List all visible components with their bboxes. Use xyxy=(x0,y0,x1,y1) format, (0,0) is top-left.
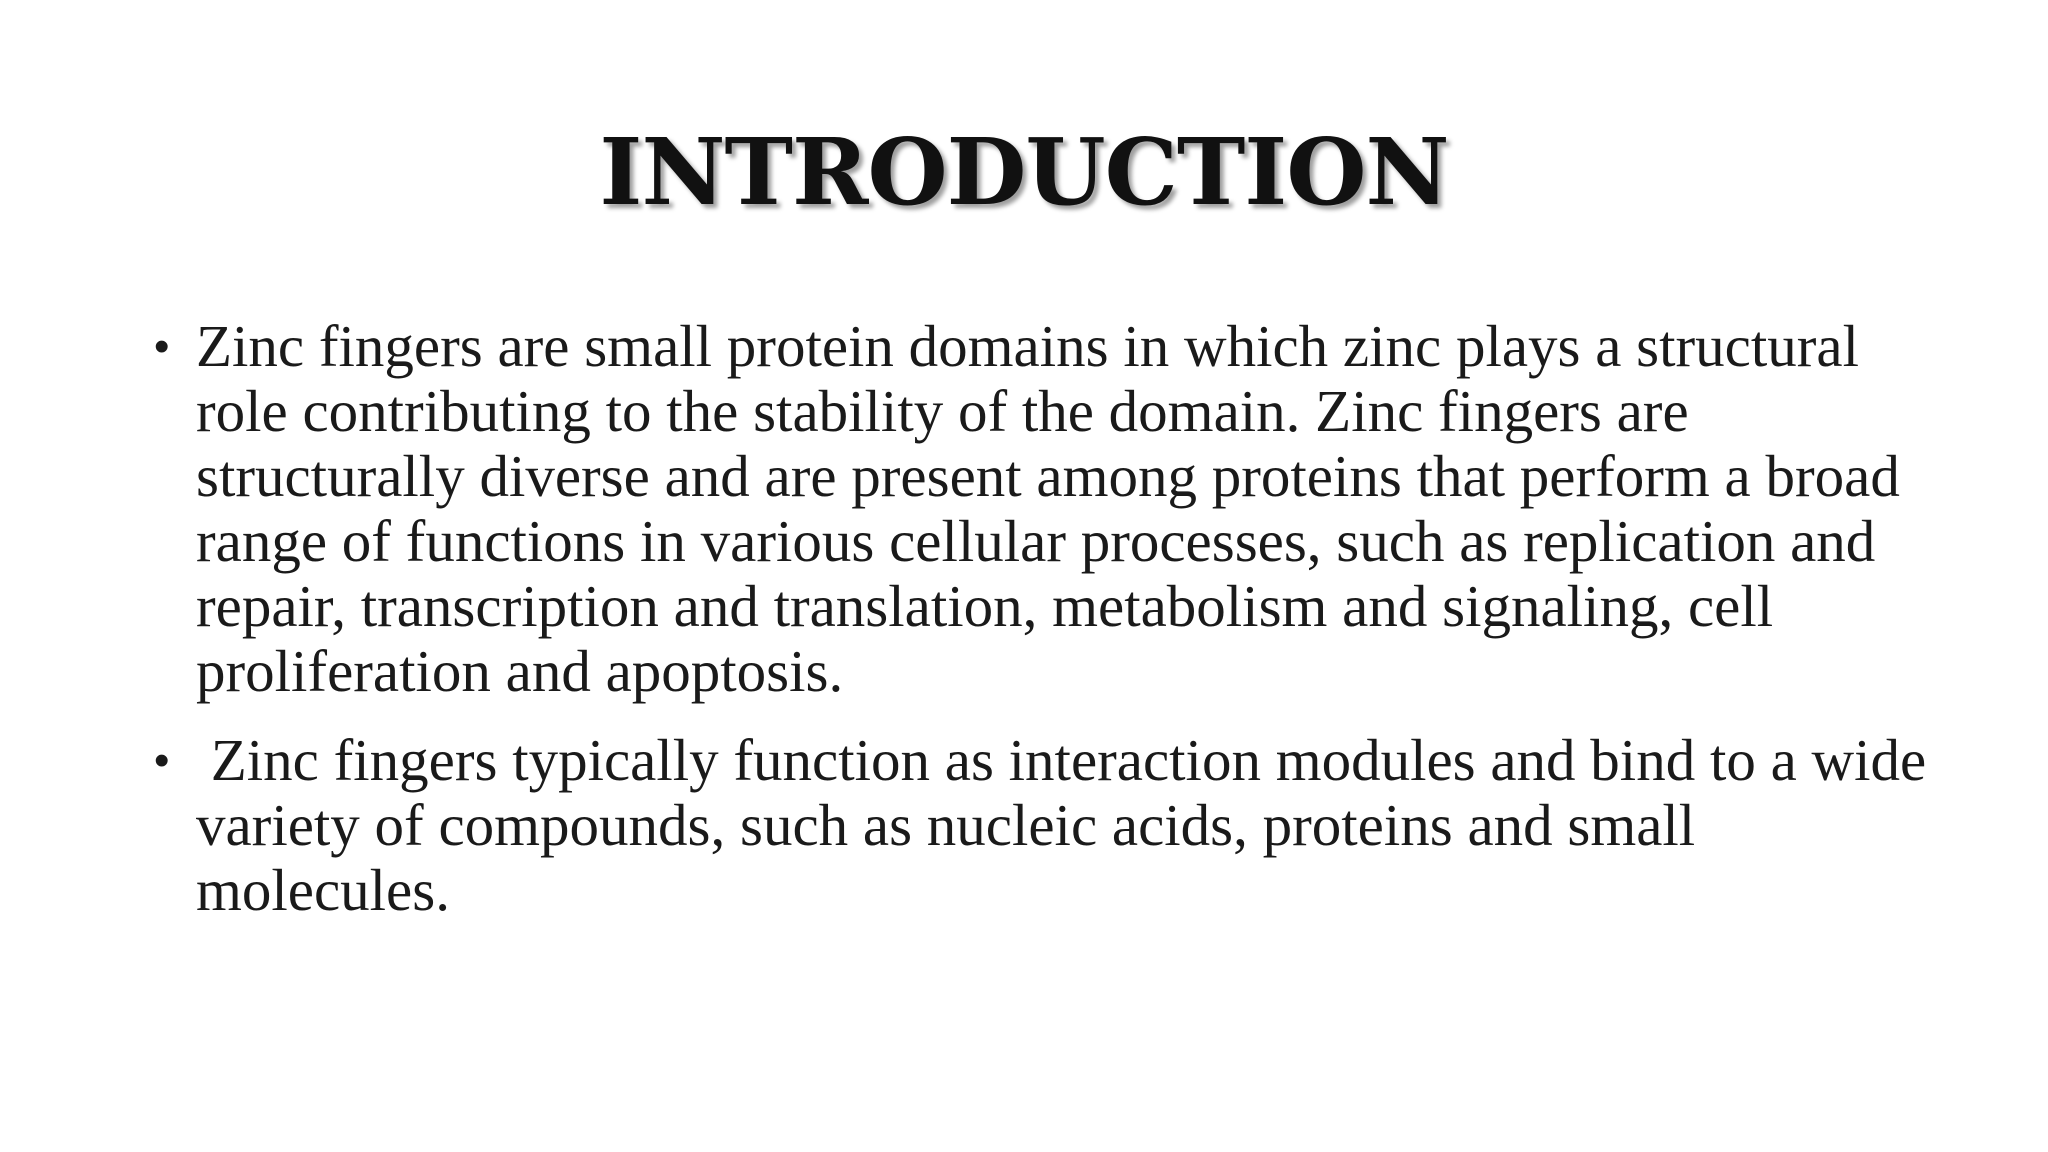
bullet-list xyxy=(150,313,1941,947)
bullet-text: Zinc fingers typically function as interaction modules and bind to a wide variety of compounds, such as nucleic acids, proteins and small molecules. xyxy=(196,727,1941,923)
bullet-icon: • xyxy=(154,736,170,785)
bullet-icon: • xyxy=(154,322,170,371)
slide-title: INTRODUCTION xyxy=(599,118,1449,226)
bullet-item xyxy=(150,314,1930,704)
bullet-text: Zinc fingers are small protein domains in which zinc plays a structural role contributing to the stability of the domain. Zinc fingers are structurally diverse and are present among proteins that perform a broad range of functions in various cellular processes, such as replication and repair, transcription and translation, metabolism and signaling, cell proliferation and apoptosis. xyxy=(196,313,1915,704)
bullet-item xyxy=(150,727,1941,923)
